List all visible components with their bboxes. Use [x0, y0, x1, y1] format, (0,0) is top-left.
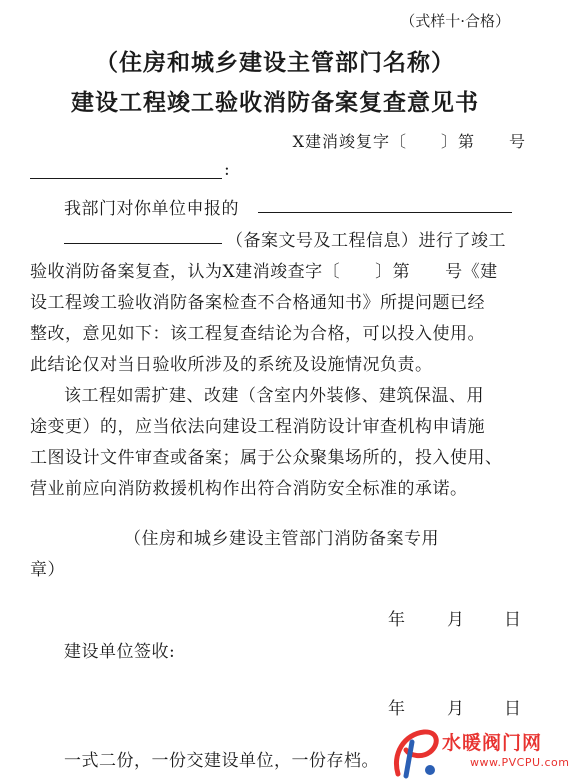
body-para2-line-3: 工图设计文件审查或备案；属于公众聚集场所的，投入使用、	[30, 448, 503, 468]
watermark-url: www.PVCPU.com	[470, 756, 570, 769]
body-para2-line-1: 该工程如需扩建、改建（含室内外装修、建筑保温、用	[64, 386, 484, 406]
seal-note-line-2: 章）	[30, 560, 65, 580]
date2-month: 月	[447, 699, 465, 719]
body-line-6: 此结论仅对当日验收所涉及的系统及设施情况负责。	[30, 355, 433, 375]
addressee-colon: :	[224, 160, 231, 180]
site-watermark	[390, 724, 570, 782]
date1-month: 月	[447, 610, 465, 630]
footer-note: 一式二份，一份交建设单位，一份存档。	[64, 751, 379, 771]
document-title: 建设工程竣工验收消防备案复查意见书	[71, 90, 479, 116]
date2-year: 年	[388, 699, 406, 719]
form-style-tag: （式样十·合格）	[400, 12, 510, 30]
body-line-3: 验收消防备案复查，认为X建消竣查字〔 〕第 号《建	[30, 262, 498, 282]
date1-day: 日	[504, 610, 522, 630]
body-para2-line-2: 途变更）的，应当依法向建设工程消防设计审查机构申请施	[30, 417, 485, 437]
document-number: X建消竣复字〔 〕第 号	[292, 132, 526, 151]
date1-year: 年	[388, 610, 406, 630]
seal-note-line-1: （住房和城乡建设主管部门消防备案专用	[124, 529, 439, 549]
signature-label: 建设单位签收:	[64, 642, 176, 662]
body-line-5: 整改，意见如下：该工程复查结论为合格，可以投入使用。	[30, 324, 485, 344]
document-title-authority: （住房和城乡建设主管部门名称）	[95, 50, 455, 76]
body-line-1-text: 我部门对你单位申报的	[64, 199, 239, 219]
body-para2-line-4: 营业前应向消防救援机构作出符合消防安全标准的承诺。	[30, 479, 468, 499]
filing-number-blank-line	[64, 243, 222, 244]
watermark-site-name: 水暖阀门网	[442, 732, 543, 754]
body-line-2-text: （备案文号及工程信息）进行了竣工	[226, 231, 506, 251]
pvcpu-logo-icon	[390, 724, 442, 782]
date2-day: 日	[504, 699, 522, 719]
addressee-blank-line	[30, 178, 222, 179]
project-blank-line	[258, 212, 512, 213]
body-line-4: 设工程竣工验收消防备案检查不合格通知书》所提问题已经	[30, 293, 485, 313]
